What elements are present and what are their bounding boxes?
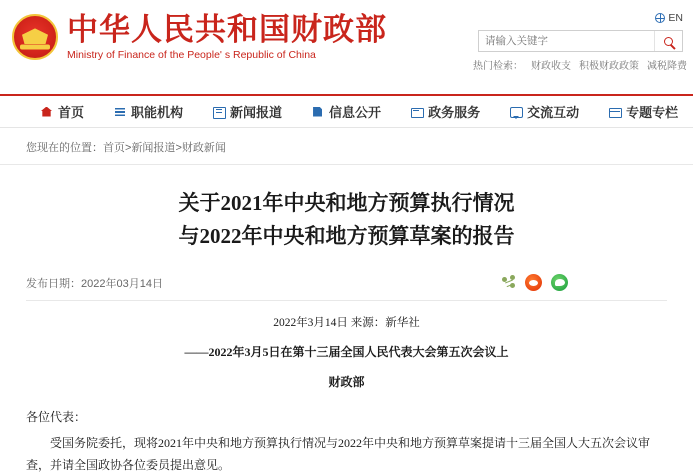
hot-search-item-2[interactable]: 减税降费 — [647, 61, 687, 72]
article-salutation: 各位代表： — [26, 410, 87, 425]
search-button[interactable] — [654, 31, 682, 51]
nav-label-interaction: 交流互动 — [527, 105, 580, 120]
nav-label-government-service: 政务服务 — [428, 105, 481, 120]
organization-icon — [114, 106, 126, 118]
breadcrumb-item-1[interactable]: 新闻报道 — [131, 142, 176, 154]
document-icon — [312, 106, 324, 118]
breadcrumb-sep-1: > — [175, 142, 182, 154]
article-source: 2022年3月14日 来源：新华社 — [273, 317, 420, 330]
nav-item-organization[interactable] — [99, 102, 198, 121]
nav-item-information-disclosure[interactable] — [297, 102, 396, 121]
hot-search-item-0[interactable]: 财政收支 — [531, 61, 571, 72]
breadcrumb-item-0[interactable]: 首页 — [103, 142, 125, 154]
hot-search-label: 热门检索： — [473, 61, 523, 72]
site-name-cn: 中华人民共和国财政部 — [67, 12, 387, 47]
nav-label-organization: 职能机构 — [131, 105, 184, 120]
page-title — [26, 165, 667, 252]
site-brand[interactable] — [12, 14, 387, 61]
home-icon — [41, 106, 53, 118]
nav-label-home: 首页 — [58, 105, 85, 120]
nav-item-interaction[interactable] — [495, 102, 594, 121]
nav-item-government-service[interactable] — [396, 102, 495, 121]
column-icon — [609, 106, 621, 118]
publish-date: 发布日期：2022年03月14日 — [26, 277, 163, 290]
national-emblem-icon — [12, 14, 58, 60]
main-nav — [0, 94, 693, 128]
search-input[interactable] — [479, 31, 654, 51]
nav-label-special-columns: 专题专栏 — [626, 105, 679, 120]
article-paragraph-1: 受国务院委托，现将2021年中央和地方预算执行情况与2022年中央和地方预算草案提请十三届全国人大五次会议审查，并请全国政协各位委员提出意见。 — [26, 436, 651, 473]
nav-label-information-disclosure: 信息公开 — [329, 105, 382, 120]
service-icon — [411, 106, 423, 118]
chat-icon — [510, 106, 522, 118]
news-icon — [213, 106, 225, 118]
hot-search-row — [473, 57, 687, 72]
article-subtitle: ——2022年3月5日在第十三届全国人民代表大会第五次会议上 — [184, 345, 509, 360]
breadcrumb-item-2[interactable]: 财政新闻 — [181, 142, 226, 154]
article — [0, 165, 693, 476]
page-title-line-1: 关于2021年中央和地方预算执行情况 — [178, 191, 515, 215]
share-group — [499, 274, 663, 291]
share-icon[interactable] — [499, 274, 516, 291]
weibo-icon[interactable] — [525, 274, 542, 291]
header-right — [473, 10, 687, 72]
site-name-en: Ministry of Finance of the People' s Republic of China — [67, 49, 316, 61]
article-organization: 财政部 — [328, 375, 365, 390]
breadcrumb — [26, 139, 693, 155]
language-label: EN — [668, 12, 683, 24]
nav-label-news: 新闻报道 — [230, 105, 283, 120]
globe-icon — [655, 13, 665, 23]
breadcrumb-bar — [0, 128, 693, 165]
article-body — [26, 301, 667, 476]
wechat-icon[interactable] — [551, 274, 568, 291]
nav-item-home[interactable] — [26, 102, 99, 121]
brand-text — [67, 14, 387, 61]
nav-item-news[interactable] — [198, 102, 297, 121]
breadcrumb-sep-0: > — [125, 142, 132, 154]
breadcrumb-prefix: 您现在的位置： — [26, 142, 103, 154]
hot-search-item-1[interactable]: 积极财政政策 — [579, 61, 639, 72]
site-header — [0, 0, 693, 94]
search-icon — [664, 37, 673, 46]
language-switch[interactable] — [655, 12, 683, 24]
search-bar[interactable] — [478, 30, 683, 52]
article-meta — [26, 252, 667, 301]
nav-item-special-columns[interactable] — [594, 102, 693, 121]
page-title-line-2: 与2022年中央和地方预算草案的报告 — [178, 223, 515, 248]
